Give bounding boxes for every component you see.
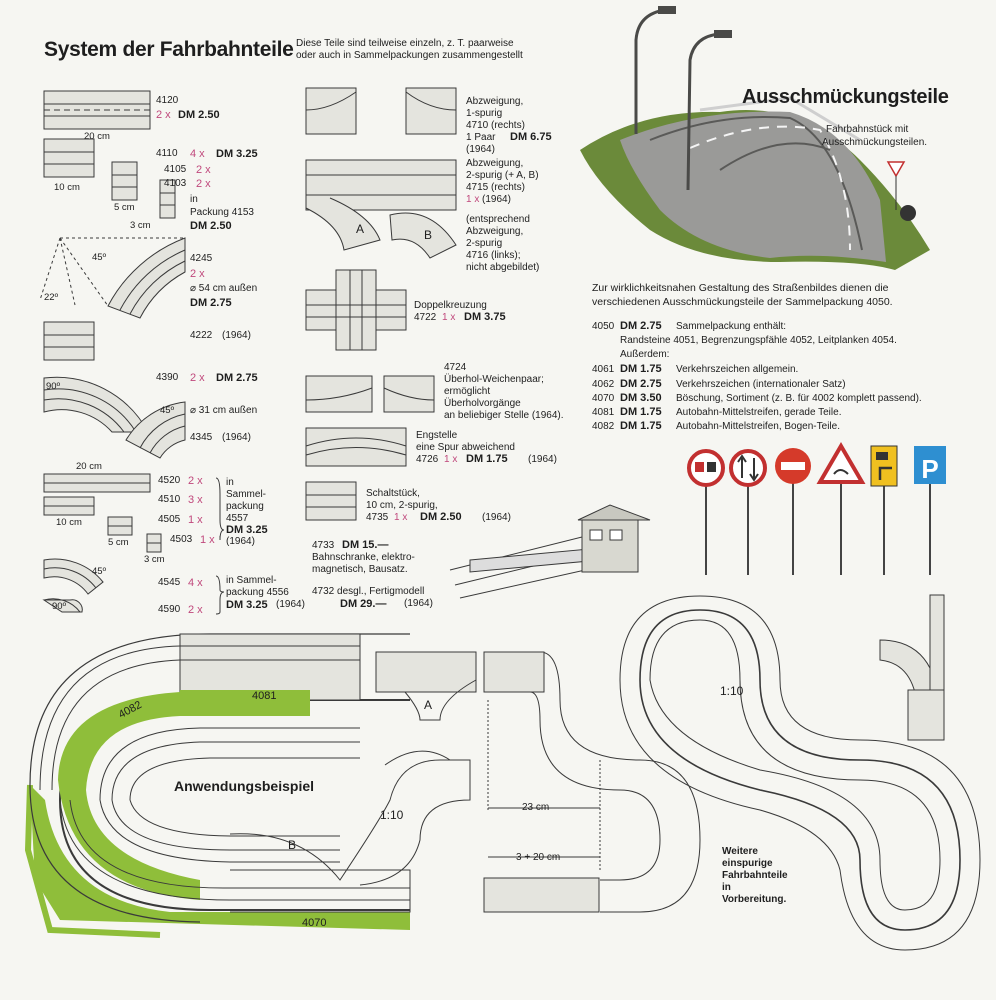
header-subtitle-1: Diese Teile sind teilweise einzeln, z. T. paarweise [296,38,514,49]
part-4245-diameter: ⌀ 54 cm außen [190,283,258,294]
eng-number: 4726 [416,454,439,465]
layout-label-4070: 4070 [302,917,327,929]
part-4390-qty: 2 x [190,372,205,384]
eng-year: (1964) [528,454,557,465]
abzw1-line1: Abzweigung, [466,96,524,107]
part-4545-number: 4545 [158,577,181,588]
doppel-line1: Doppelkreuzung [414,300,487,311]
fertig-line1: 4732 desgl., Fertigmodell [312,586,425,597]
deco-4082-price: DM 1.75 [620,420,662,432]
level-crossing-sketch [450,505,650,598]
eng-line2: eine Spur abweichend [416,442,515,453]
part-4390-number: 4390 [156,372,179,383]
layout-dim-2: 3 + 20 cm [516,852,561,863]
layout-title: Anwendungsbeispiel [174,778,315,794]
abzw3-line4: 4716 (links); [466,250,521,261]
header-subtitle-2: oder auch in Sammelpackungen zusammengestellt [296,50,523,61]
deco-4050-also: Außerdem: [620,349,670,360]
switch-4724 [306,376,434,412]
layout-label-4081: 4081 [252,690,277,702]
part-4103-number: 4103 [164,178,187,189]
track-4345 [126,402,185,458]
abzw2-year: (1964) [482,194,511,205]
deco-4070-text: Böschung, Sortiment (z. B. für 4002 komplett passend). [676,393,922,404]
part-4245-number: 4245 [190,253,213,264]
track-4510 [44,497,94,515]
layout-example [28,595,980,950]
part-4503-dim: 3 cm [144,554,165,565]
sign-parking [914,446,946,575]
deco-4081-price: DM 1.75 [620,406,662,418]
pack-4556-line2: packung 4556 [226,587,289,598]
pack-4556-price: DM 3.25 [226,599,268,611]
part-4105-dim: 5 cm [114,202,135,213]
track-4120 [44,91,150,129]
deco-4050-price: DM 2.75 [620,320,662,332]
part-4520-number: 4520 [158,475,181,486]
eng-price: DM 1.75 [466,453,508,465]
part-4503-number: 4503 [170,534,193,545]
pack-4556-line1: in Sammel- [226,575,277,586]
switch-4710 [306,88,456,134]
part-4345-year: (1964) [222,432,251,443]
part-4590-angle: 90º [52,601,67,612]
layout-dim-1: 23 cm [522,802,550,813]
doppel-price: DM 3.75 [464,311,506,323]
part-4222-year: (1964) [222,330,251,341]
ueberhol-line5: an beliebiger Stelle (1964). [444,410,564,421]
fertig-price: DM 29.— [340,598,387,610]
pack-4557-line2: Sammel- [226,489,267,500]
ueberhol-line1: 4724 [444,362,467,373]
part-4520-qty: 2 x [188,475,203,487]
eng-line1: Engstelle [416,430,458,441]
part-4510-dim: 10 cm [56,517,82,528]
part-4120-number: 4120 [156,95,179,106]
deco-4082-number: 4082 [592,421,615,432]
part-4110-number: 4110 [156,148,178,159]
switch-label-b: B [424,228,433,242]
part-4120-price: DM 2.50 [178,109,220,121]
deco-4082-text: Autobahn-Mittelstreifen, Bogen-Teile. [676,421,840,432]
traffic-signs [689,446,946,575]
sign-priority-oncoming [731,451,765,575]
schalt-qty: 1 x [394,512,408,523]
abzw2-line1: Abzweigung, [466,158,524,169]
deco-4061-price: DM 1.75 [620,363,662,375]
further-line-1: Weitere [722,846,758,857]
crossing-4722 [306,270,406,350]
abzw3-line2: Abzweigung, [466,226,524,237]
part-4103-qty: 2 x [196,178,211,190]
sign-detour [871,446,897,575]
part-4503-qty: 1 x [200,534,215,546]
ueberhol-line3: ermöglicht [444,386,491,397]
abzw3-line1: (entsprechend [466,214,530,225]
fertig-year: (1964) [404,598,433,609]
pack-4557-line4: 4557 [226,513,249,524]
pack-4556-year: (1964) [276,599,305,610]
deco-4070-price: DM 3.50 [620,392,662,404]
sign-no-entry [775,448,811,575]
pack-4153-line2: Packung 4153 [190,207,254,218]
part-4345-number: 4345 [190,432,213,443]
switch-4715 [306,160,456,258]
further-line-3: Fahrbahnteile [722,870,788,881]
schranke-line2: Bahnschranke, elektro- [312,552,415,563]
part-4103-dim: 3 cm [130,220,151,231]
part-4120-qty: 2 x [156,109,171,121]
further-line-4: in [722,882,731,893]
part-4245-qty: 2 x [190,268,205,280]
deco-4062-number: 4062 [592,379,615,390]
abzw1-price: DM 6.75 [510,131,552,143]
track-4503 [147,534,161,552]
part-4510-number: 4510 [158,494,181,505]
part-4390-angle-2: 45º [160,405,175,416]
part-4245-angle-2: 22º [44,292,59,303]
part-4345-dim: 20 cm [76,461,102,472]
further-line-2: einspurige [722,858,773,869]
pack-4557-line1: in [226,477,234,488]
layout-label-b: B [288,838,297,852]
pack-4557-year: (1964) [226,536,255,547]
part-4510-qty: 3 x [188,494,203,506]
part-4590-number: 4590 [158,604,181,615]
abzw3-line5: nicht abgebildet) [466,262,540,273]
deco-4062-price: DM 2.75 [620,378,662,390]
pack-4557-line3: packung [226,501,264,512]
part-4222-number: 4222 [190,330,213,341]
track-4505 [108,517,132,535]
schalt-number: 4735 [366,512,389,523]
part-4120-dim: 20 cm [84,131,110,142]
further-line-5: Vorbereitung. [722,894,787,905]
pack-4153-line1: in [190,194,198,205]
part-4505-dim: 5 cm [108,537,129,548]
abzw1-line2: 1-spurig [466,108,503,119]
switch-label-a: A [356,222,365,236]
layout-label-4082: 4082 [116,698,144,722]
deco-title: Ausschmückungsteile [742,86,949,108]
part-4245-price: DM 2.75 [190,297,232,309]
ueberhol-line2: Überhol-Weichenpaar; [444,374,544,385]
eng-qty: 1 x [444,454,458,465]
layout-label-a: A [424,698,433,712]
abzw1-line4: 1 Paar [466,132,496,143]
abzw1-line3: 4710 (rechts) [466,120,525,131]
deco-4081-text: Autobahn-Mittelstreifen, gerade Teile. [676,407,842,418]
schalt-year: (1964) [482,512,511,523]
part-4590-qty: 2 x [188,604,203,616]
switchpiece-4735 [306,482,356,520]
deco-caption-2: Ausschmückungsteilen. [822,137,928,148]
schalt-line1: Schaltstück, [366,488,420,499]
layout-scale-1: 1:10 [380,808,404,822]
part-4105-qty: 2 x [196,164,211,176]
schranke-number: 4733 [312,540,335,551]
part-4505-number: 4505 [158,514,181,525]
deco-4061-number: 4061 [592,364,615,375]
part-4505-qty: 1 x [188,514,203,526]
deco-intro-1: Zur wirklichkeitsnahen Gestaltung des Straßenbildes dienen die [592,282,889,294]
part-4110-qty: 4 x [190,148,205,160]
deco-4081-number: 4081 [592,407,615,418]
part-4245-angle-1: 45º [92,252,107,263]
deco-4062-text: Verkehrszeichen (internationaler Satz) [676,379,846,390]
abzw1-year: (1964) [466,144,495,155]
schranke-price: DM 15.— [342,539,389,551]
ueberhol-line4: Überholvorgänge [444,398,521,409]
sign-no-overtaking [689,451,723,575]
deco-intro-2: verschiedenen Ausschmückungsteile der Sammelpackung 4050. [592,296,893,308]
doppel-qty: 1 x [442,312,456,323]
abzw2-line3: 4715 (rechts) [466,182,525,193]
narrowing-4726 [306,428,406,466]
track-4105 [112,162,137,200]
deco-caption-1: Fahrbahnstück mit [826,124,909,135]
sign-slippery-road [820,446,862,575]
deco-4050-number: 4050 [592,321,615,332]
part-4110-dim: 10 cm [54,182,80,193]
pack-4557-price: DM 3.25 [226,524,268,536]
schalt-price: DM 2.50 [420,511,462,523]
abzw2-qty: 1 x [466,194,480,205]
abzw3-line3: 2-spurig [466,238,503,249]
doppel-number: 4722 [414,312,437,323]
schalt-line2: 10 cm, 2-spurig, [366,500,438,511]
part-4390-price: DM 2.75 [216,372,258,384]
layout-scale-2: 1:10 [720,684,744,698]
track-4520 [44,474,150,492]
track-4222 [44,322,94,360]
track-4245 [40,238,185,318]
part-4545-qty: 4 x [188,577,203,589]
svg-text:P: P [921,454,939,484]
part-4345-diameter: ⌀ 31 cm außen [190,405,258,416]
part-4110-price: DM 3.25 [216,148,258,160]
deco-4050-text: Sammelpackung enthält: [676,321,787,332]
part-4105-number: 4105 [164,164,187,175]
part-4545-angle: 45º [92,566,107,577]
part-4390-angle-1: 90º [46,381,61,392]
deco-4050-contents: Randsteine 4051, Begrenzungspfähle 4052, Leitplanken 4054. [620,335,897,346]
deco-4070-number: 4070 [592,393,615,404]
abzw2-line2: 2-spurig (+ A, B) [466,170,539,181]
track-4110 [44,139,94,177]
pack-4153-price: DM 2.50 [190,220,232,232]
schranke-line3: magnetisch, Bausatz. [312,564,408,575]
deco-4061-text: Verkehrszeichen allgemein. [676,364,799,375]
page-title: System der Fahrbahnteile [44,38,294,61]
